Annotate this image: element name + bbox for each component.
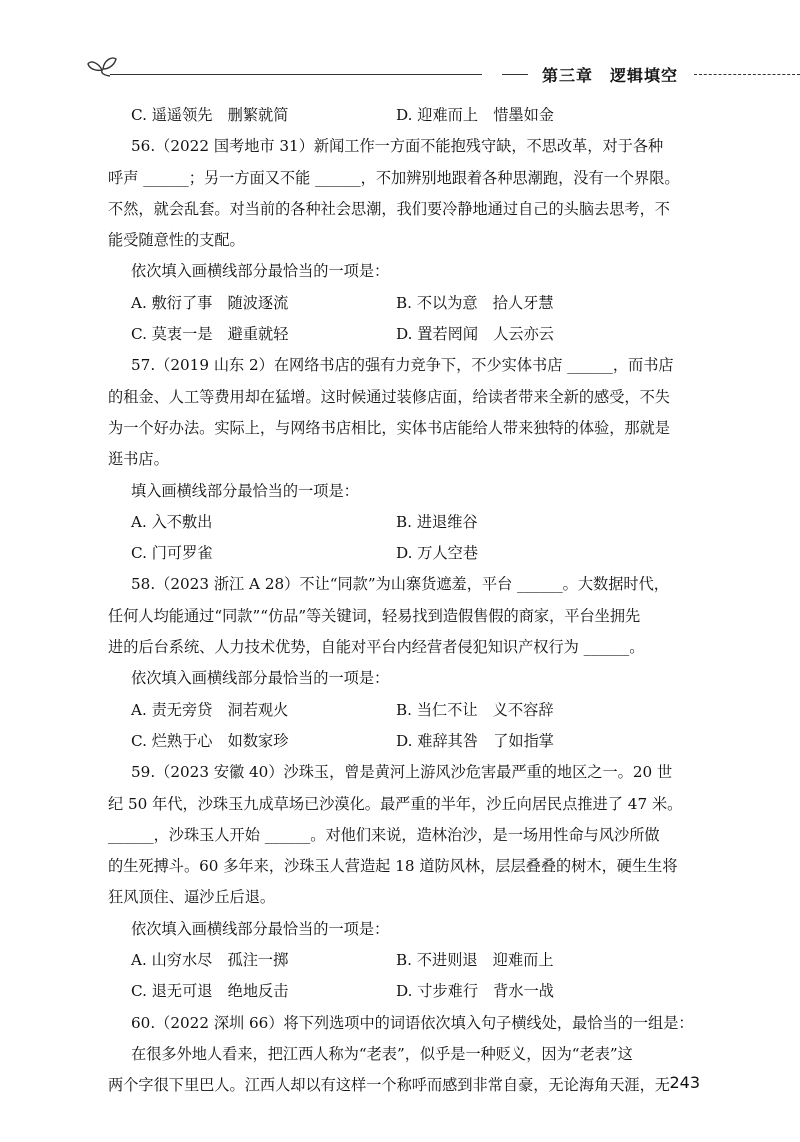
answer-option: D. 难辞其咎 了如指掌 [396,731,554,750]
text-line: 逛书店。 [108,450,169,469]
answer-options-row [108,100,700,131]
text-line: 的生死搏斗。60 多年来，沙珠玉人营造起 18 道防风林，层层叠叠的树木，硬生生将 [108,857,678,876]
answer-options-row [108,976,700,1007]
answer-option: D. 寸步难行 背水一战 [396,982,554,1001]
answer-options-row [108,695,700,726]
answer-option: B. 不以为意 拾人牙慧 [396,293,554,312]
paragraph-first-line: 59.（2023 安徽 40）沙珠玉，曾是黄河上游风沙危害最严重的地区之一。20 世 [131,763,673,782]
paragraph-first-line: 依次填入画横线部分最恰当的一项是： [131,919,390,938]
answer-option: B. 不进则退 迎难而上 [396,951,554,970]
paragraph-first-line: 57.（2019 山东 2）在网络书店的强有力竞争下，不少实体书店 ______，而书店 [131,356,674,375]
answer-options-row [108,288,700,319]
leaf-ornament-icon [86,48,122,82]
text-line: 呼声 ______；另一方面又不能 ______，不加辨别地跟着各种思潮跑，没有一个界限。 [108,168,680,187]
answer-option: D. 迎难而上 惜墨如金 [396,106,554,124]
page-body [108,100,700,1102]
answer-option: A. 山穷水尽 孤注一掷 [131,951,289,970]
paragraph-first-line: 依次填入画横线部分最恰当的一项是： [131,262,390,281]
paragraph-first-line: 依次填入画横线部分最恰当的一项是： [131,669,390,688]
text-line: 为一个好办法。实际上，与网络书店相比，实体书店能给人带来独特的体验，那就是 [108,418,670,437]
answer-options-row [108,726,700,757]
answer-option: A. 敷衍了事 随波逐流 [131,293,289,312]
answer-option: D. 万人空巷 [396,544,479,563]
answer-options-row [108,507,700,538]
header-rule-left [110,74,482,75]
answer-option: C. 门可罗雀 [131,544,213,563]
paragraph-first-line: 填入画横线部分最恰当的一项是： [131,481,359,500]
answer-options-row [108,945,700,976]
answer-options-row [108,319,700,350]
text-line: 能受随意性的支配。 [108,231,245,250]
text-line: 纪 50 年代，沙珠玉九成草场已沙漠化。最严重的半年，沙丘向居民点推进了 47 米。 [108,794,683,813]
answer-options-row [108,538,700,569]
answer-option: C. 莫衷一是 避重就轻 [131,325,289,344]
text-line: 的租金、人工等费用却在猛增。这时候通过装修店面，给读者带来全新的感受，不失 [108,387,670,406]
answer-option: C. 遥遥领先 删繁就简 [131,106,289,124]
answer-option: C. 退无可退 绝地反击 [131,982,289,1001]
text-line: 两个字很下里巴人。江西人却以有这样一个称呼而感到非常自豪，无论海角天涯，无 [108,1076,670,1095]
chapter-title: 第三章 逻辑填空 [542,66,679,85]
text-line: 不然，就会乱套。对当前的各种社会思潮，我们要冷静地通过自己的头脑去思考，不 [108,199,670,218]
answer-option: B. 当仁不让 义不容辞 [396,700,554,719]
paragraph-first-line: 56.（2022 国考地市 31）新闻工作一方面不能抱残守缺，不思改革，对于各种 [131,137,664,156]
answer-option: D. 置若罔闻 人云亦云 [396,325,554,344]
answer-option: C. 烂熟于心 如数家珍 [131,731,289,750]
text-line: ______，沙珠玉人开始 ______。对他们来说，造林治沙，是一场用性命与风沙所做 [108,825,660,844]
paragraph-first-line: 60.（2022 深圳 66）将下列选项中的词语依次填入句子横线处，最恰当的一组是： [131,1013,694,1032]
header-rule-short [502,74,528,75]
answer-option: A. 入不敷出 [131,512,213,531]
answer-option: B. 进退维谷 [396,512,478,531]
paragraph-first-line: 58.（2023 浙江 A 28）不让“同款”为山寨货遮羞，平台 ______。大数据时代， [131,575,669,594]
text-line: 狂风顶住、逼沙丘后退。 [108,888,276,907]
text-line: 进的后台系统、人力技术优势，自能对平台内经营者侵犯知识产权行为 ______。 [108,638,645,657]
text-line: 任何人均能通过“同款”“仿品”等关键词，轻易找到造假售假的商家，平台坐拥先 [108,606,641,625]
running-header [86,48,800,84]
header-rule-right [694,74,800,75]
answer-option: A. 责无旁贷 洞若观火 [131,700,289,719]
paragraph-first-line: 在很多外地人看来，把江西人称为“老表”，似乎是一种贬义，因为“老表”这 [131,1044,633,1063]
page-number: 243 [669,1073,700,1092]
